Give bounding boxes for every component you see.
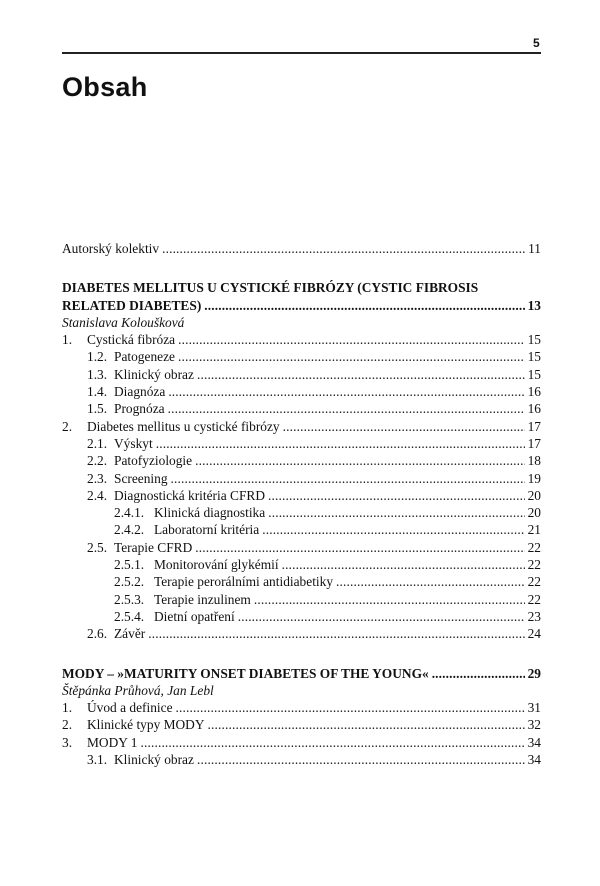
entry-number: 2.5.1. xyxy=(114,557,145,573)
entry-page: 21 xyxy=(527,522,541,538)
entry-title: Patogeneze xyxy=(114,349,175,365)
toc-entry xyxy=(62,608,541,625)
entry-number: 2.5.3. xyxy=(114,591,145,607)
entry-title: Monitorování glykémií xyxy=(154,557,279,573)
dot-leader xyxy=(168,400,525,417)
dot-leader xyxy=(176,699,525,716)
toc-entry xyxy=(62,435,541,452)
toc-entry xyxy=(62,504,541,521)
toc-entry xyxy=(62,556,541,573)
entry-page: 17 xyxy=(527,418,541,434)
dot-leader xyxy=(262,521,524,538)
entry-page: 18 xyxy=(527,453,541,469)
toc-entry xyxy=(62,348,541,365)
dot-leader xyxy=(156,435,525,452)
entry-page: 16 xyxy=(527,384,541,400)
dot-leader xyxy=(197,751,525,768)
header-rule xyxy=(62,52,541,54)
toc-entry xyxy=(62,331,541,348)
dot-leader xyxy=(148,625,524,642)
toc-entry xyxy=(62,625,541,642)
entry-title: Úvod a definice xyxy=(87,700,173,716)
dot-leader xyxy=(238,608,525,625)
entry-number: 3.1. xyxy=(87,752,108,768)
entry-page: 11 xyxy=(528,241,541,256)
entry-page: 23 xyxy=(527,608,541,624)
entry-number: 2.4. xyxy=(87,487,108,503)
toc-entry xyxy=(62,521,541,538)
toc-entry xyxy=(62,716,541,733)
entry-page: 16 xyxy=(527,401,541,417)
author-names: Stanislava Koloušková xyxy=(62,314,185,330)
dot-leader xyxy=(282,556,525,573)
entry-page: 15 xyxy=(527,332,541,348)
entry-page: 19 xyxy=(527,470,541,486)
entry-page: 34 xyxy=(527,734,541,750)
heading-text: DIABETES MELLITUS U CYSTICKÉ FIBRÓZY (CYSTIC FIBROSIS xyxy=(62,280,479,296)
dot-leader xyxy=(178,348,525,365)
page-number: 5 xyxy=(533,36,540,50)
entry-number: 3. xyxy=(62,734,73,750)
page-title: Obsah xyxy=(62,72,148,102)
entry-page: 22 xyxy=(527,574,541,590)
toc-entry xyxy=(62,699,541,716)
entry-number: 2. xyxy=(62,418,73,434)
dot-leader xyxy=(336,573,525,590)
entry-title: Prognóza xyxy=(114,401,165,417)
entry-title: Patofyziologie xyxy=(114,453,193,469)
entry-page: 15 xyxy=(527,366,541,382)
dot-leader xyxy=(204,297,524,314)
entry-title: Klinický obraz xyxy=(114,366,194,382)
toc-entry xyxy=(62,751,541,768)
toc-entry xyxy=(62,297,541,314)
dot-leader xyxy=(140,734,524,751)
entry-page: 20 xyxy=(527,487,541,503)
toc-entry xyxy=(62,452,541,469)
dot-leader xyxy=(432,665,525,682)
entry-page: 13 xyxy=(527,297,541,313)
entry-number: 2.3. xyxy=(87,470,108,486)
entry-number: 1.5. xyxy=(87,401,108,417)
table-of-contents xyxy=(62,240,541,768)
dot-leader xyxy=(171,470,525,487)
dot-leader xyxy=(178,331,524,348)
entry-number: 2.5.2. xyxy=(114,574,145,590)
entry-title: Laboratorní kritéria xyxy=(154,522,260,538)
entry-title: Závěr xyxy=(114,626,146,642)
entry-number: 2.5.4. xyxy=(114,608,145,624)
toc-entry xyxy=(62,240,541,257)
toc-entry xyxy=(62,418,541,435)
entry-title: Terapie perorálními antidiabetiky xyxy=(154,574,334,590)
toc-entry xyxy=(62,383,541,400)
entry-title: Terapie CFRD xyxy=(114,539,193,555)
entry-number: 2.4.2. xyxy=(114,522,145,538)
entry-page: 20 xyxy=(527,505,541,521)
entry-title: Diabetes mellitus u cystické fibrózy xyxy=(87,418,280,434)
dot-leader xyxy=(168,383,524,400)
dot-leader xyxy=(195,452,525,469)
entry-title: Diagnostická kritéria CFRD xyxy=(114,487,265,503)
section-gap xyxy=(62,257,541,279)
entry-number: 2. xyxy=(62,717,73,733)
toc-entry xyxy=(62,470,541,487)
entry-number: 2.4.1. xyxy=(114,505,145,521)
entry-page: 24 xyxy=(527,626,541,642)
toc-entry xyxy=(62,734,541,751)
entry-number: 1. xyxy=(62,700,73,716)
entry-number: 2.2. xyxy=(87,453,108,469)
entry-title: Diagnóza xyxy=(114,384,166,400)
dot-leader xyxy=(208,716,525,733)
toc-entry xyxy=(62,366,541,383)
dot-leader xyxy=(197,366,525,383)
toc-authors xyxy=(62,314,541,331)
entry-page: 22 xyxy=(527,557,541,573)
entry-title: MODY – »MATURITY ONSET DIABETES OF THE YOUNG« xyxy=(62,665,429,681)
toc-entry xyxy=(62,573,541,590)
dot-leader xyxy=(268,504,524,521)
entry-title: Klinická diagnostika xyxy=(154,505,266,521)
dot-leader xyxy=(283,418,525,435)
entry-title: Klinické typy MODY xyxy=(87,717,205,733)
entry-title: Výskyt xyxy=(114,435,153,451)
entry-number: 1.4. xyxy=(87,384,108,400)
entry-title: Terapie inzulinem xyxy=(154,591,251,607)
entry-number: 1.2. xyxy=(87,349,108,365)
entry-number: 2.5. xyxy=(87,539,108,555)
dot-leader xyxy=(268,487,525,504)
author-names: Štěpánka Průhová, Jan Lebl xyxy=(62,682,214,698)
dot-leader xyxy=(162,240,525,257)
entry-page: 32 xyxy=(527,717,541,733)
entry-page: 15 xyxy=(527,349,541,365)
entry-title: MODY 1 xyxy=(87,734,138,750)
entry-title: RELATED DIABETES) xyxy=(62,297,202,313)
entry-page: 31 xyxy=(527,700,541,716)
dot-leader xyxy=(254,591,525,608)
section-gap xyxy=(62,643,541,665)
toc-entry xyxy=(62,539,541,556)
entry-title: Autorský kolektiv xyxy=(62,241,160,256)
entry-number: 1. xyxy=(62,332,73,348)
entry-number: 1.3. xyxy=(87,366,108,382)
toc-entry xyxy=(62,665,541,682)
entry-number: 2.1. xyxy=(87,435,108,451)
entry-page: 22 xyxy=(527,591,541,607)
toc-entry xyxy=(62,487,541,504)
dot-leader xyxy=(195,539,524,556)
toc-section-heading xyxy=(62,279,541,296)
entry-page: 34 xyxy=(527,752,541,768)
entry-page: 29 xyxy=(527,665,541,681)
entry-number: 2.6. xyxy=(87,626,108,642)
entry-title: Cystická fibróza xyxy=(87,332,176,348)
toc-entry xyxy=(62,591,541,608)
entry-title: Klinický obraz xyxy=(114,752,194,768)
entry-page: 17 xyxy=(527,435,541,451)
toc-authors xyxy=(62,682,541,699)
entry-page: 22 xyxy=(527,539,541,555)
entry-title: Screening xyxy=(114,470,168,486)
entry-title: Dietní opatření xyxy=(154,608,235,624)
toc-entry xyxy=(62,400,541,417)
